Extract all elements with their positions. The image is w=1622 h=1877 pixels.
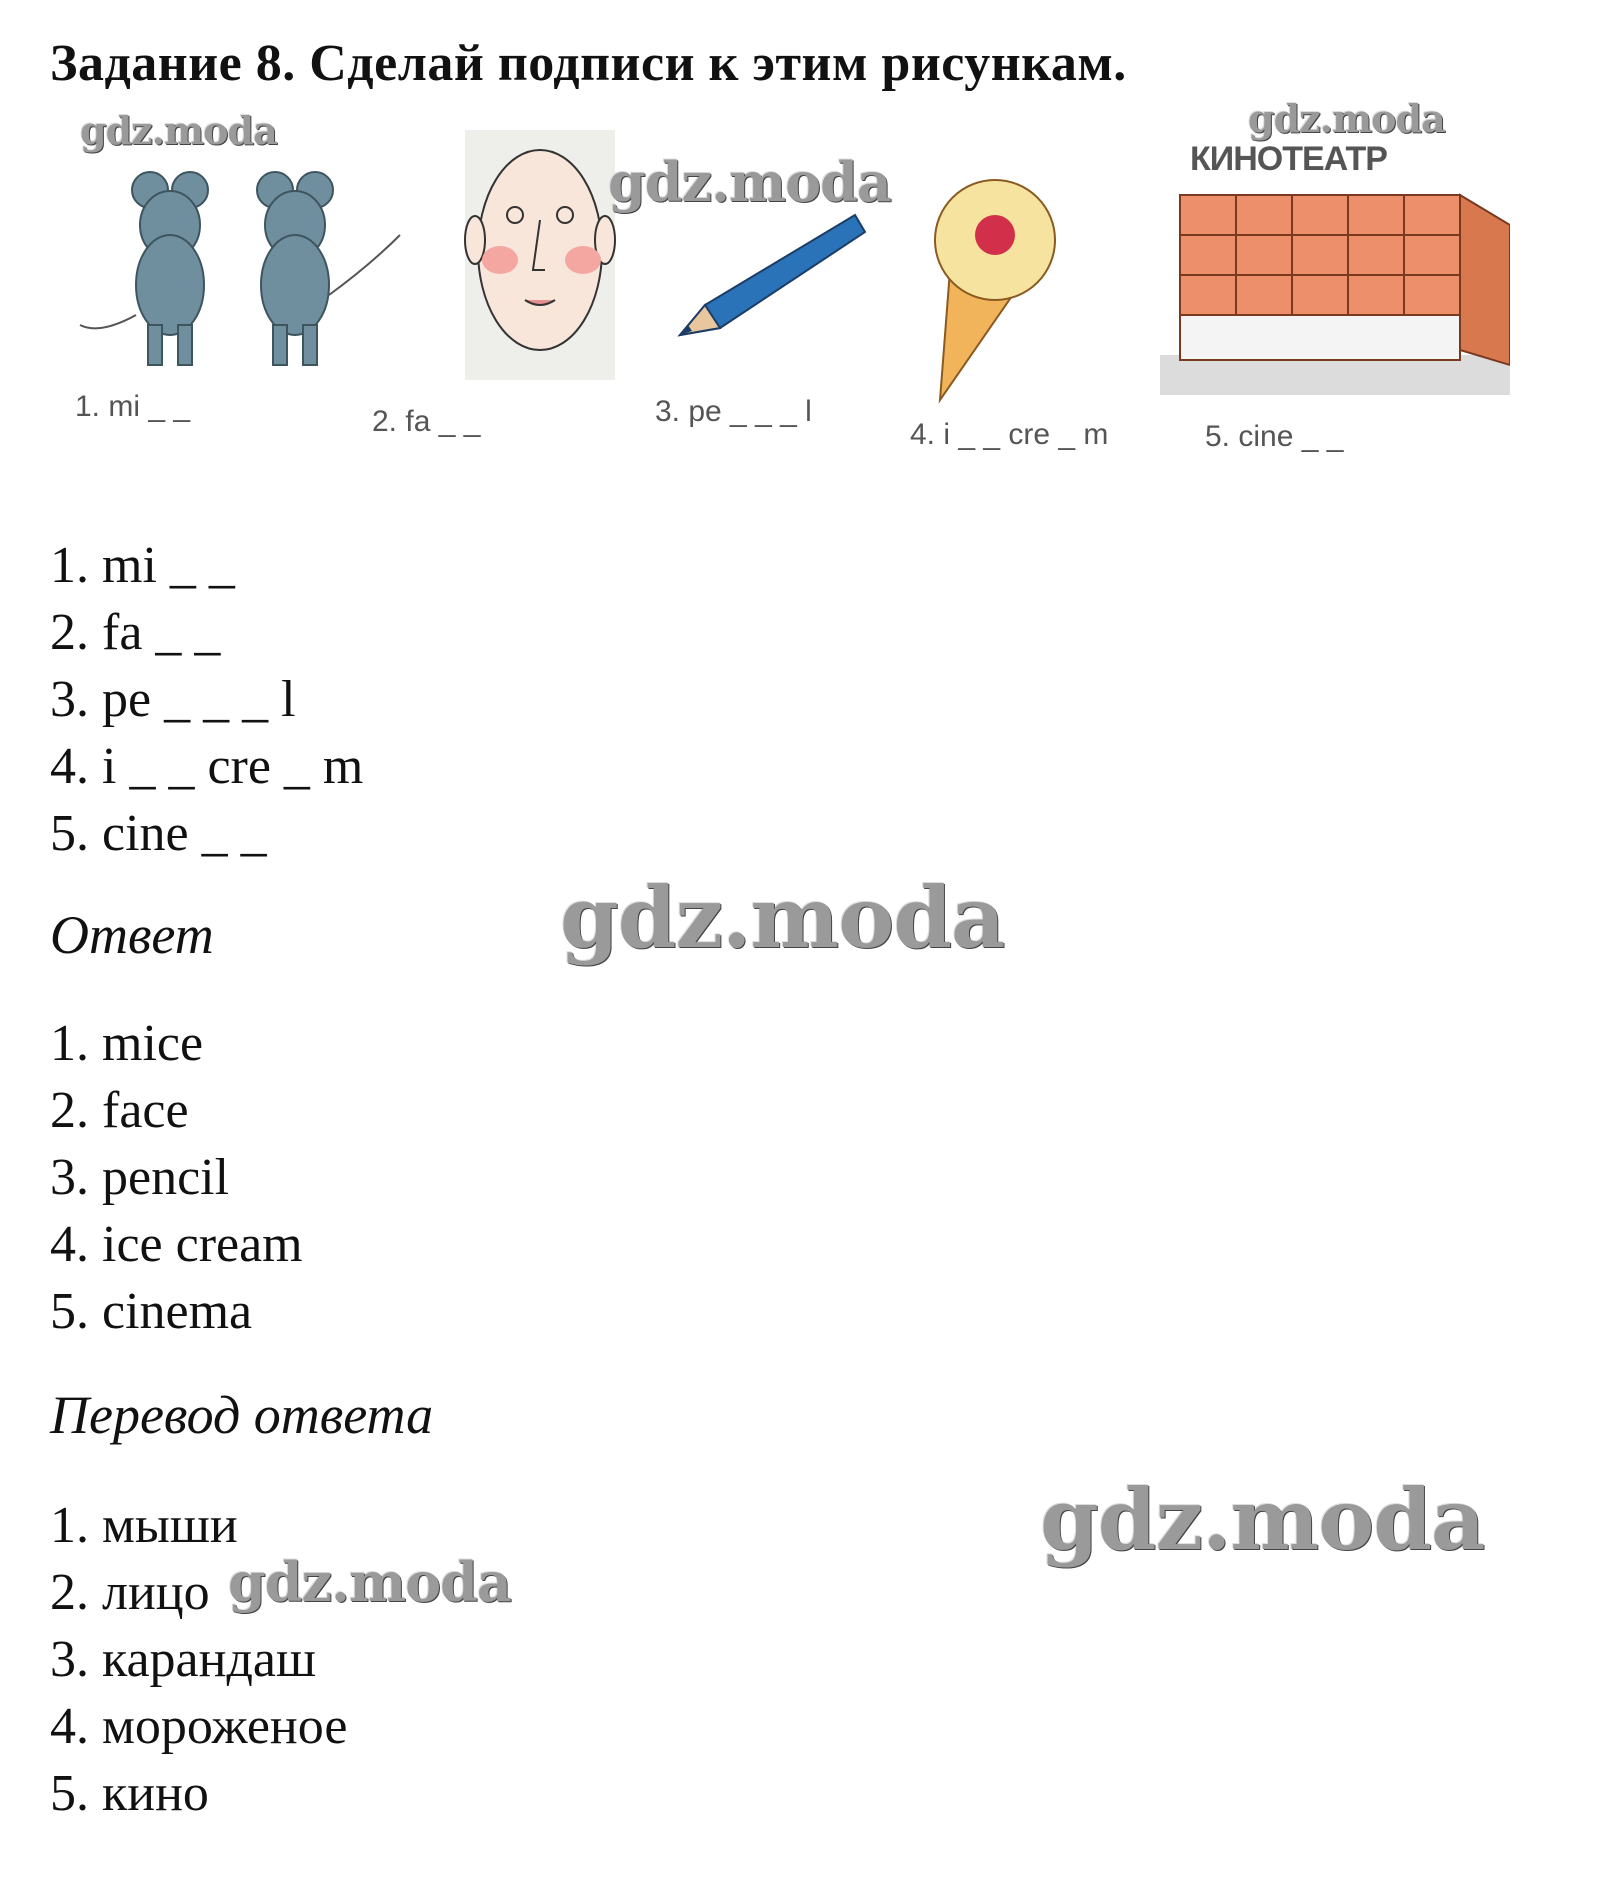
- translation-item: 3. карандаш: [50, 1631, 317, 1688]
- caption-3: 3. pe _ _ _ l: [655, 395, 812, 428]
- task-list: [50, 532, 363, 867]
- caption-5: 5. cine _ _: [1205, 420, 1344, 453]
- watermark: gdz.moda: [228, 1550, 511, 1614]
- task-item: 1. mi _ _: [50, 537, 235, 594]
- caption-2: 2. fa _ _: [372, 405, 481, 438]
- task-item: 4. i _ _ cre _ m: [50, 738, 364, 795]
- translation-item: 2. лицо: [50, 1564, 210, 1621]
- watermark: gdz.moda: [560, 868, 1005, 967]
- task-title: Задание 8. Сделай подписи к этим рисункам.: [50, 35, 1127, 92]
- answer-item: 2. face: [50, 1082, 189, 1139]
- caption-1: 1. mi _ _: [75, 390, 191, 423]
- answer-item: 1. mice: [50, 1015, 204, 1072]
- watermark: gdz.moda: [1248, 96, 1445, 141]
- task-item: 2. fa _ _: [50, 604, 221, 661]
- answer-list: [50, 1010, 303, 1345]
- answer-item: 3. pencil: [50, 1149, 230, 1206]
- translation-list: [50, 1492, 347, 1827]
- answer-item: 5. cinema: [50, 1283, 253, 1340]
- watermark: gdz.moda: [80, 108, 277, 153]
- watermark: gdz.moda: [1040, 1470, 1485, 1569]
- pencil-illustration: [660, 210, 870, 350]
- ice-cream-illustration: [910, 170, 1080, 410]
- caption-4: 4. i _ _ cre _ m: [910, 418, 1109, 451]
- task-item: 3. pe _ _ _ l: [50, 671, 296, 728]
- mice-illustration: [70, 145, 410, 375]
- task-item: 5. cine _ _: [50, 805, 267, 862]
- translation-item: 5. кино: [50, 1765, 209, 1822]
- building-sign: КИНОТЕАТР: [1190, 140, 1387, 178]
- translation-item: 1. мыши: [50, 1497, 238, 1554]
- face-illustration: [445, 130, 625, 380]
- translation-heading: Перевод ответа: [50, 1385, 434, 1445]
- translation-item: 4. мороженое: [50, 1698, 348, 1755]
- watermark: gdz.moda: [608, 150, 891, 214]
- answer-item: 4. ice cream: [50, 1216, 303, 1273]
- answer-heading: Ответ: [50, 905, 214, 965]
